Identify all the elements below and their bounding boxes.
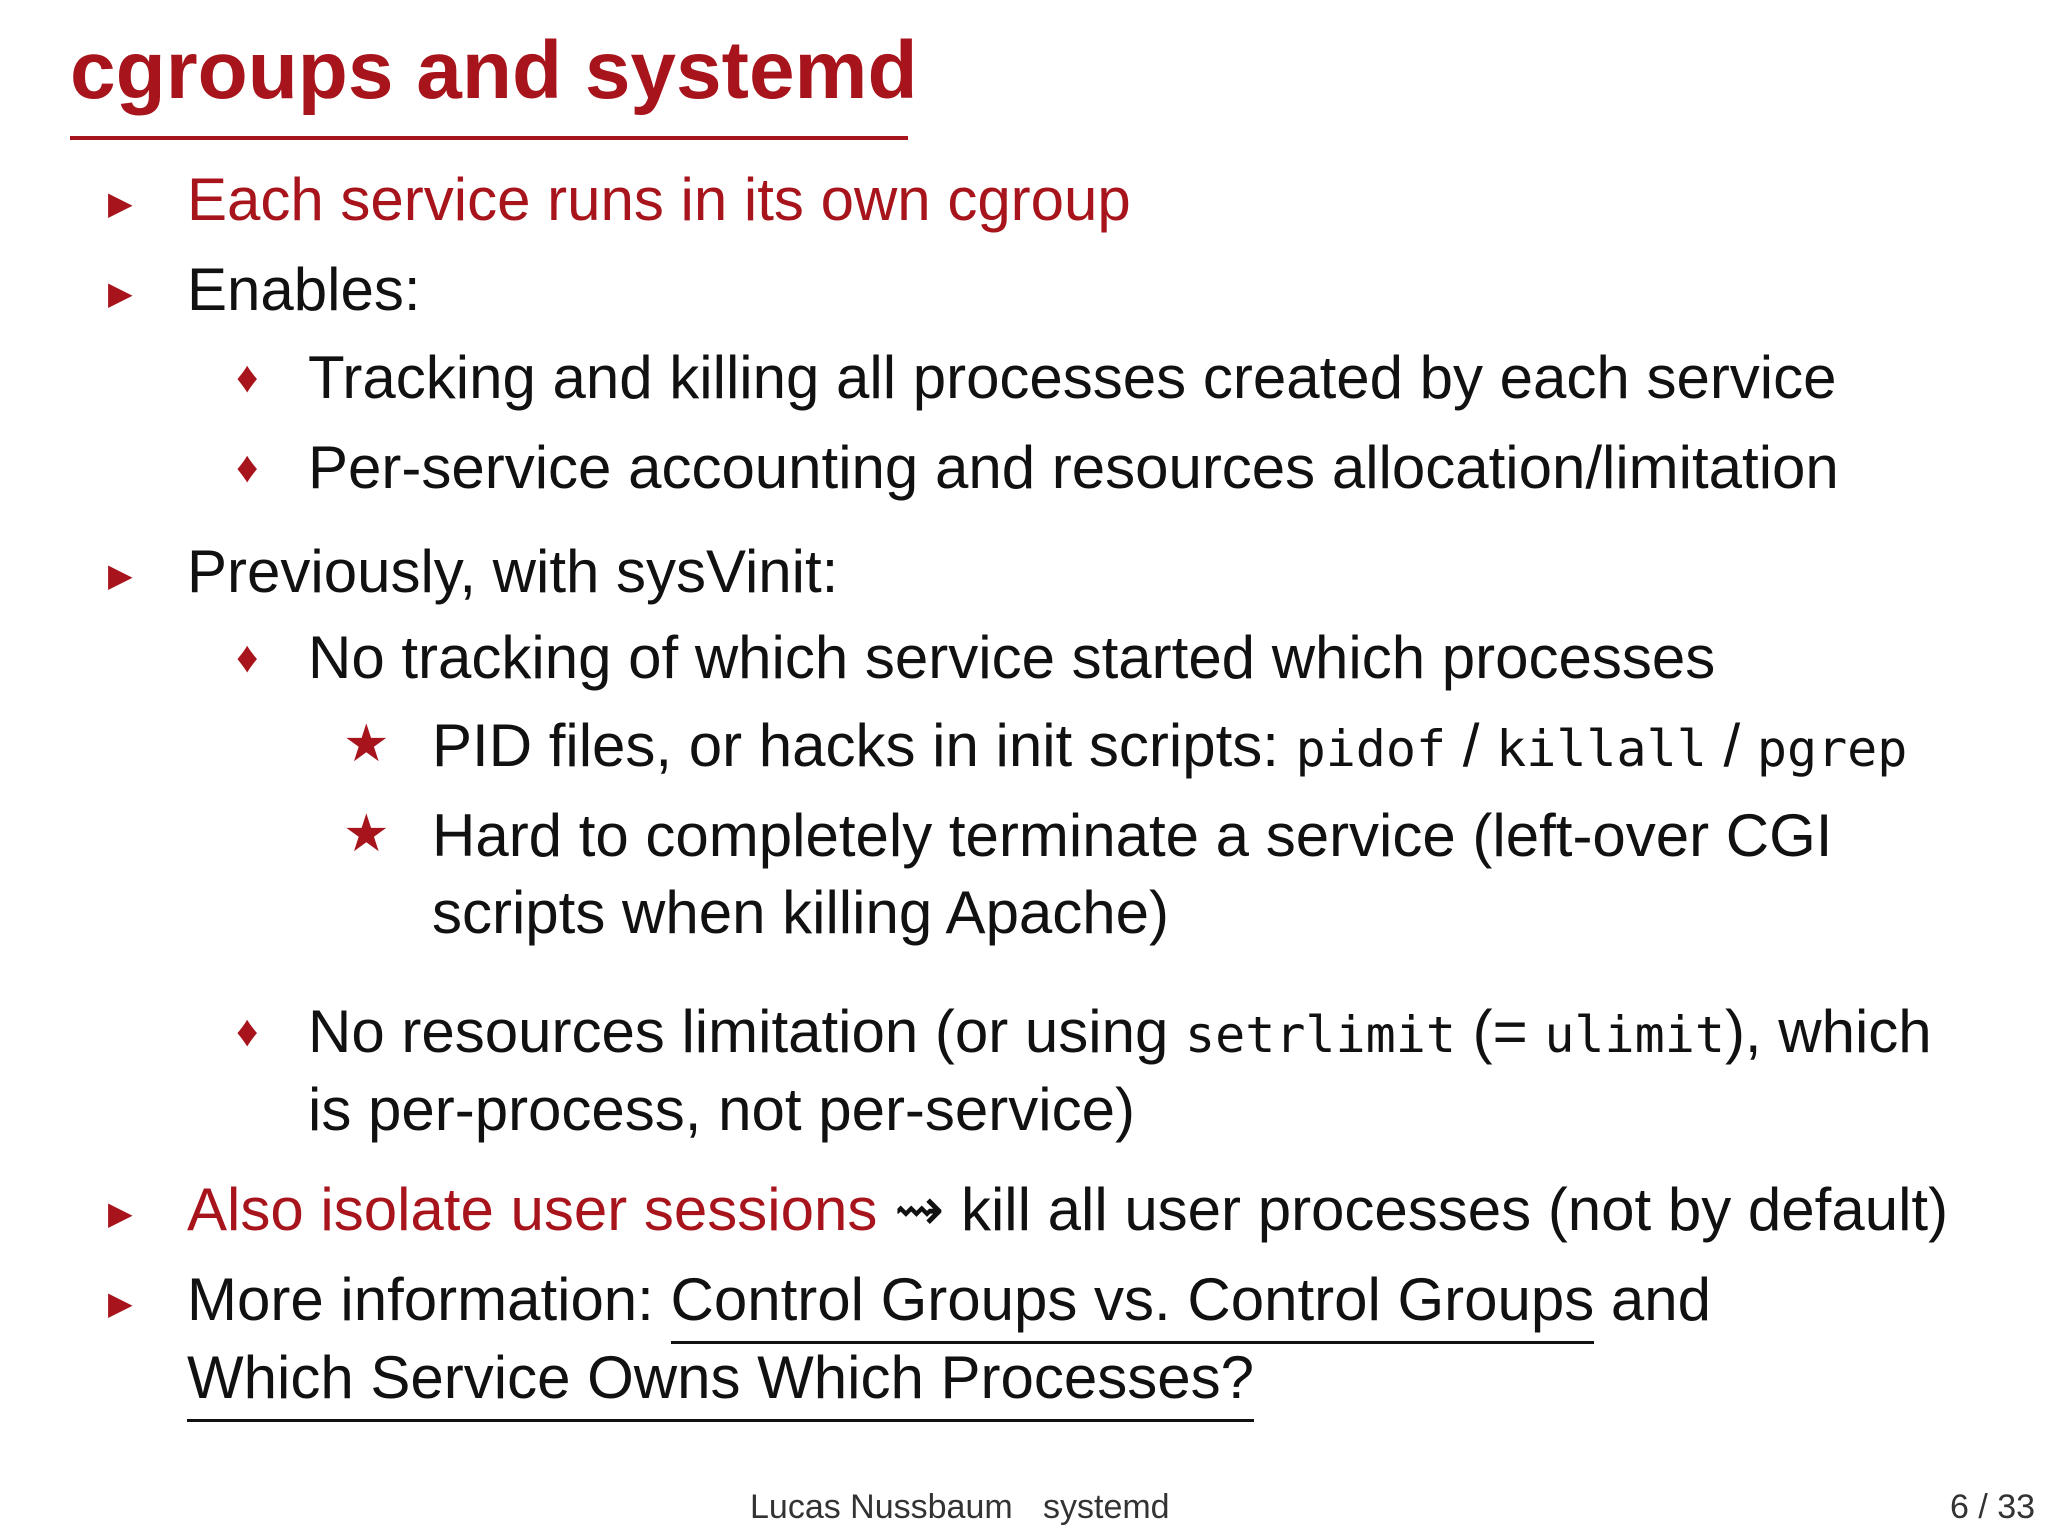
bullet-each-service: Each service runs in its own cgroup [187,166,1131,233]
star-bullet-icon: ★ [343,805,390,863]
link-control-groups[interactable]: Control Groups vs. Control Groups [671,1266,1595,1344]
no-resources-text: No resources limitation (or using [308,998,1186,1065]
no-resources-text: (= [1455,998,1545,1065]
footer-page-number: 6 / 33 [1950,1488,2036,1526]
triangle-bullet-icon: ▶ [108,275,133,311]
footer-topic: systemd [1043,1488,1170,1526]
isolate-sessions-highlight: Also isolate user sessions [187,1176,878,1243]
sub-bullet-accounting: Per-service accounting and resources allocation/limitation [308,434,1839,501]
title-underline [70,136,908,140]
pid-files-text: PID files, or hacks in init scripts: [432,712,1296,779]
code-setrlimit: setrlimit [1185,1006,1456,1064]
more-info-prefix: More information: [187,1266,671,1333]
triangle-bullet-icon: ▶ [108,1285,133,1321]
code-pgrep: pgrep [1756,720,1908,778]
triangle-bullet-icon: ▶ [108,1195,133,1231]
triangle-bullet-icon: ▶ [108,557,133,593]
code-pidof: pidof [1295,720,1447,778]
footer-author: Lucas Nussbaum [750,1488,1013,1526]
sub-sub-bullet-hard-to-terminate-line1: Hard to completely terminate a service (left-over CGI [432,802,1833,869]
sub-sub-bullet-hard-to-terminate-line2: scripts when killing Apache) [432,879,1170,946]
link-which-service-owns[interactable]: Which Service Owns Which Processes? [187,1344,1254,1422]
no-resources-text: ), which [1724,998,1932,1065]
code-ulimit: ulimit [1544,1006,1725,1064]
diamond-bullet-icon: ♦ [236,1007,259,1056]
diamond-bullet-icon: ♦ [236,353,259,402]
bullet-more-info-line2 [187,1344,1254,1411]
sub-bullet-tracking: Tracking and killing all processes created by each service [308,344,1837,411]
separator: / [1446,712,1497,779]
and-text: and [1594,1266,1711,1333]
star-bullet-icon: ★ [343,715,390,773]
bullet-isolate-sessions [187,1176,1949,1243]
kill-user-processes-text: kill all user processes (not by default) [960,1176,1949,1243]
sub-bullet-no-resources-line1 [308,998,1932,1065]
code-killall: killall [1496,720,1707,778]
sub-bullet-no-resources-line2: is per-process, not per-service) [308,1076,1135,1143]
triangle-bullet-icon: ▶ [108,185,133,221]
diamond-bullet-icon: ♦ [236,443,259,492]
leads-to-arrow-icon: ⇝ [877,1176,961,1243]
sub-sub-bullet-pid-files [432,712,1908,779]
bullet-previously: Previously, with sysVinit: [187,538,839,605]
diamond-bullet-icon: ♦ [236,633,259,682]
bullet-enables: Enables: [187,256,421,323]
separator: / [1706,712,1757,779]
sub-bullet-no-tracking: No tracking of which service started which processes [308,624,1716,691]
bullet-more-info-line1 [187,1266,1711,1333]
slide-title: cgroups and systemd [70,25,918,116]
